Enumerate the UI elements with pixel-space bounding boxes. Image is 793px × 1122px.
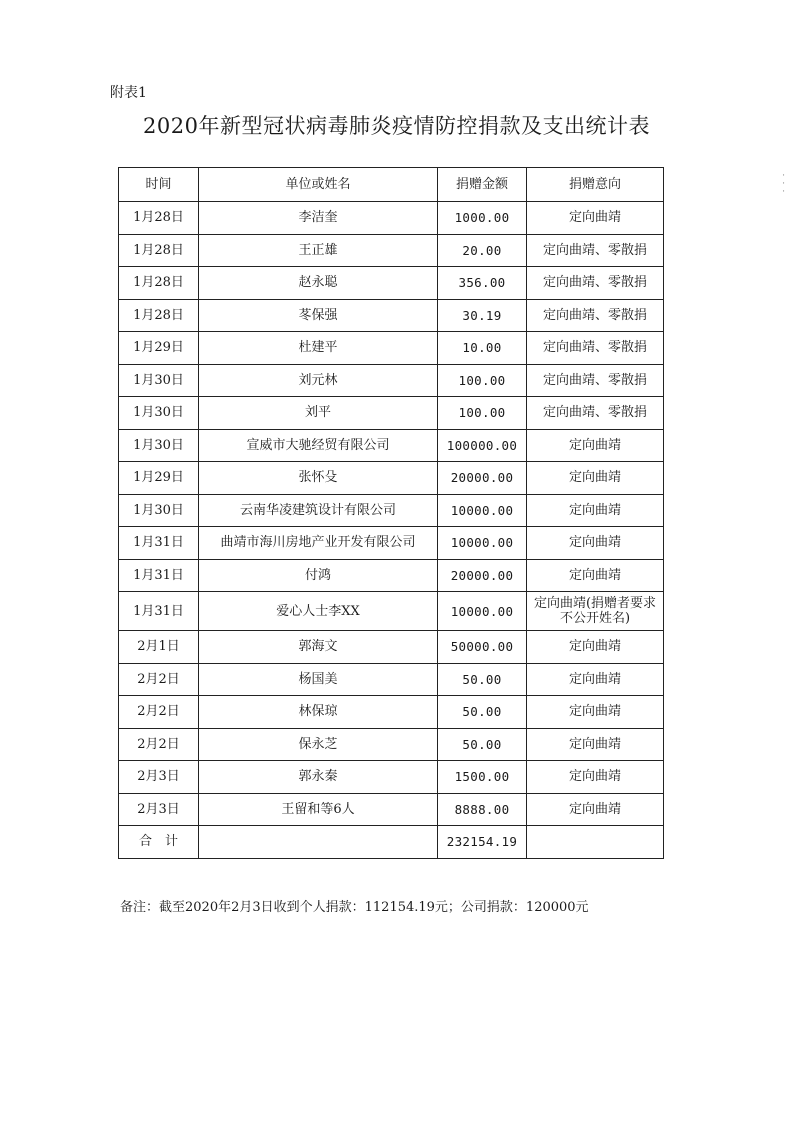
row-amount: 8888.00 <box>438 793 527 826</box>
row-date: 1月28日 <box>119 299 199 332</box>
table-row <box>119 728 664 761</box>
row-donor: 爱心人士李XX <box>199 592 438 631</box>
row-amount: 10000.00 <box>438 527 527 560</box>
table-row <box>119 559 664 592</box>
row-amount: 50.00 <box>438 728 527 761</box>
row-donor: 郭海文 <box>199 631 438 664</box>
header-intent: 捐赠意向 <box>527 168 664 202</box>
row-amount: 20.00 <box>438 234 527 267</box>
row-date: 1月30日 <box>119 494 199 527</box>
row-intent: 定向曲靖、零散捐 <box>527 234 664 267</box>
table-row <box>119 527 664 560</box>
total-label: 合 计 <box>119 826 199 859</box>
row-donor: 李洁奎 <box>199 202 438 235</box>
row-date: 1月30日 <box>119 429 199 462</box>
row-intent: 定向曲靖 <box>527 527 664 560</box>
row-intent: 定向曲靖 <box>527 494 664 527</box>
row-intent: 定向曲靖 <box>527 631 664 664</box>
row-date: 1月31日 <box>119 527 199 560</box>
row-date: 2月1日 <box>119 631 199 664</box>
row-date: 1月31日 <box>119 559 199 592</box>
table-header-row <box>119 168 664 202</box>
row-amount: 20000.00 <box>438 559 527 592</box>
row-donor: 保永芝 <box>199 728 438 761</box>
table-row <box>119 364 664 397</box>
row-amount: 10.00 <box>438 332 527 365</box>
row-donor: 郭永秦 <box>199 761 438 794</box>
row-donor: 杜建平 <box>199 332 438 365</box>
total-empty-intent <box>527 826 664 859</box>
table-row <box>119 429 664 462</box>
footnote: 备注：截至2020年2月3日收到个人捐款：112154.19元；公司捐款：120000元 <box>120 900 589 915</box>
row-donor: 宣威市大驰经贸有限公司 <box>199 429 438 462</box>
row-amount: 10000.00 <box>438 494 527 527</box>
total-row <box>119 826 664 859</box>
row-date: 2月2日 <box>119 696 199 729</box>
row-intent: 定向曲靖 <box>527 761 664 794</box>
row-intent: 定向曲靖(捐赠者要求不公开姓名) <box>527 592 664 631</box>
attachment-label: 附表1 <box>110 85 147 101</box>
header-donor: 单位或姓名 <box>199 168 438 202</box>
table-row <box>119 267 664 300</box>
table-row <box>119 761 664 794</box>
row-date: 2月2日 <box>119 663 199 696</box>
row-donor: 赵永聪 <box>199 267 438 300</box>
row-donor: 苳保强 <box>199 299 438 332</box>
row-donor: 杨国美 <box>199 663 438 696</box>
row-date: 1月30日 <box>119 397 199 430</box>
row-intent: 定向曲靖 <box>527 696 664 729</box>
row-amount: 100000.00 <box>438 429 527 462</box>
row-donor: 刘元林 <box>199 364 438 397</box>
document-title: 2020年新型冠状病毒肺炎疫情防控捐款及支出统计表 <box>143 114 650 138</box>
table-row <box>119 397 664 430</box>
row-donor: 云南华凌建筑设计有限公司 <box>199 494 438 527</box>
row-donor: 王留和等6人 <box>199 793 438 826</box>
table-row <box>119 332 664 365</box>
table-row <box>119 462 664 495</box>
row-intent: 定向曲靖、零散捐 <box>527 267 664 300</box>
row-date: 1月29日 <box>119 462 199 495</box>
row-amount: 100.00 <box>438 397 527 430</box>
table-row <box>119 494 664 527</box>
row-date: 2月2日 <box>119 728 199 761</box>
row-amount: 100.00 <box>438 364 527 397</box>
row-intent: 定向曲靖、零散捐 <box>527 364 664 397</box>
row-amount: 20000.00 <box>438 462 527 495</box>
row-intent: 定向曲靖、零散捐 <box>527 397 664 430</box>
row-intent: 定向曲靖、零散捐 <box>527 332 664 365</box>
table-row <box>119 202 664 235</box>
row-intent: 定向曲靖 <box>527 793 664 826</box>
table-row <box>119 592 664 631</box>
total-amount: 232154.19 <box>438 826 527 859</box>
row-amount: 356.00 <box>438 267 527 300</box>
row-donor: 林保琼 <box>199 696 438 729</box>
header-date: 时间 <box>119 168 199 202</box>
row-intent: 定向曲靖 <box>527 663 664 696</box>
row-amount: 50.00 <box>438 663 527 696</box>
table-row <box>119 299 664 332</box>
table-row <box>119 793 664 826</box>
donation-table <box>118 167 664 859</box>
row-date: 2月3日 <box>119 761 199 794</box>
row-amount: 1500.00 <box>438 761 527 794</box>
row-amount: 50.00 <box>438 696 527 729</box>
row-date: 1月28日 <box>119 267 199 300</box>
row-donor: 刘平 <box>199 397 438 430</box>
row-amount: 1000.00 <box>438 202 527 235</box>
row-donor: 付鸿 <box>199 559 438 592</box>
row-intent: 定向曲靖 <box>527 202 664 235</box>
row-date: 1月31日 <box>119 592 199 631</box>
row-amount: 50000.00 <box>438 631 527 664</box>
total-empty-donor <box>199 826 438 859</box>
table-row <box>119 663 664 696</box>
row-intent: 定向曲靖 <box>527 462 664 495</box>
header-amount: 捐赠金额 <box>438 168 527 202</box>
row-amount: 30.19 <box>438 299 527 332</box>
row-date: 1月30日 <box>119 364 199 397</box>
row-intent: 定向曲靖 <box>527 728 664 761</box>
row-donor: 曲靖市海川房地产业开发有限公司 <box>199 527 438 560</box>
row-date: 1月28日 <box>119 202 199 235</box>
table-row <box>119 631 664 664</box>
row-date: 1月28日 <box>119 234 199 267</box>
row-date: 1月29日 <box>119 332 199 365</box>
table-row <box>119 234 664 267</box>
table-row <box>119 696 664 729</box>
row-date: 2月3日 <box>119 793 199 826</box>
row-intent: 定向曲靖 <box>527 559 664 592</box>
row-amount: 10000.00 <box>438 592 527 631</box>
scan-mark: · · · <box>782 171 785 197</box>
row-intent: 定向曲靖、零散捐 <box>527 299 664 332</box>
row-donor: 王正雄 <box>199 234 438 267</box>
row-intent: 定向曲靖 <box>527 429 664 462</box>
row-donor: 张怀殳 <box>199 462 438 495</box>
